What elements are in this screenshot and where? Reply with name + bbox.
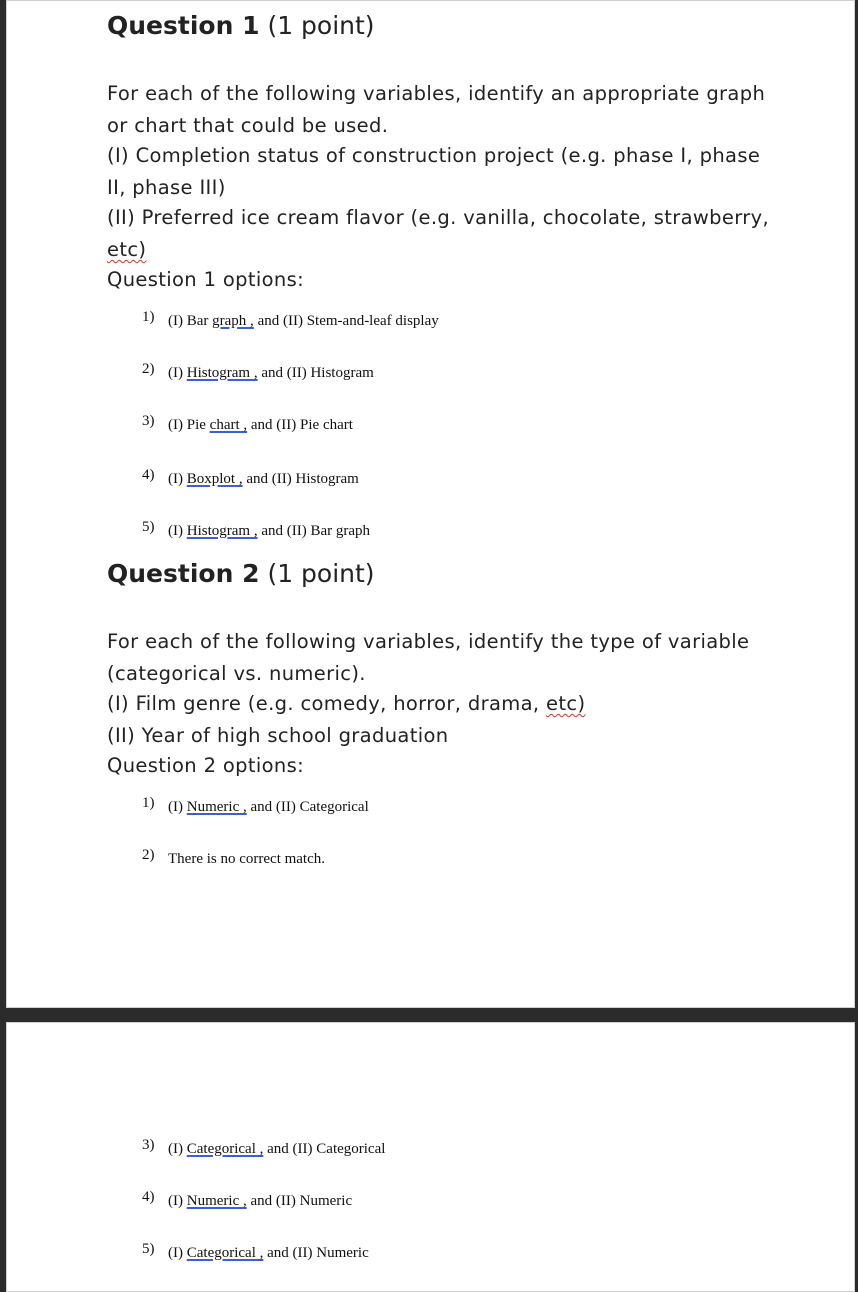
option-text-end: and (II) Categorical (263, 1141, 386, 1157)
option-text-start: (I) (168, 1141, 187, 1157)
question-2-variable-2: (II) Year of high school graduation (107, 724, 449, 747)
question-1-title (107, 11, 375, 40)
question-1-option-5[interactable] (142, 519, 371, 540)
grammar-marked-text: Histogram , (186, 365, 258, 381)
option-text-end: and (II) Histogram (242, 471, 359, 487)
option-text-end: and (II) Numeric (263, 1245, 369, 1261)
question-1-options-label: Question 1 options: (107, 268, 305, 291)
question-1-option-3[interactable] (142, 413, 353, 434)
question-1-variable-2-line-2 (107, 238, 146, 261)
question-1-name: Question 1 (107, 11, 260, 40)
question-2-prompt-line-1: For each of the following variables, identify the type of variable (107, 630, 750, 653)
question-1-variable-1-line-2: II, phase III) (107, 176, 226, 199)
question-2-title (107, 559, 375, 588)
question-1-option-4[interactable] (142, 467, 359, 488)
option-text-start: (I) (168, 1193, 187, 1209)
option-number: 5) (142, 519, 155, 535)
option-text-start: (I) (168, 365, 187, 381)
variable-1-text: (I) Film genre (e.g. comedy, horror, drama, (107, 692, 547, 715)
question-2-option-5[interactable] (142, 1241, 369, 1262)
option-text-end: and (II) Bar graph (257, 523, 371, 539)
question-1-prompt-line-1: For each of the following variables, identify an appropriate graph (107, 82, 766, 105)
option-text-end: and (II) Stem-and-leaf display (253, 313, 439, 329)
question-2-prompt-line-2: (categorical vs. numeric). (107, 662, 366, 685)
option-text-end: and (II) Numeric (246, 1193, 353, 1209)
option-text-end: and (II) Histogram (257, 365, 374, 381)
grammar-marked-text: Numeric , (186, 1193, 247, 1209)
question-1-prompt-line-2: or chart that could be used. (107, 114, 389, 137)
question-1-variable-1-line-1: (I) Completion status of construction project (e.g. phase I, phase (107, 144, 761, 167)
question-1-option-1[interactable] (142, 309, 439, 330)
option-text-end: and (II) Categorical (246, 799, 369, 815)
question-1-variable-2-line-1: (II) Preferred ice cream flavor (e.g. vanilla, chocolate, strawberry, (107, 206, 770, 229)
document-page-2 (6, 1022, 855, 1292)
option-number: 1) (142, 795, 155, 811)
question-2-option-1[interactable] (142, 795, 369, 816)
option-text-start: (I) Bar (168, 313, 213, 329)
option-number: 4) (142, 1189, 155, 1205)
option-text-start: (I) (168, 799, 187, 815)
question-1-points: (1 point) (267, 11, 375, 40)
option-number: 3) (142, 1137, 155, 1153)
spellcheck-marked-word: etc) (107, 238, 147, 261)
question-2-option-4[interactable] (142, 1189, 353, 1210)
question-2-option-3[interactable] (142, 1137, 386, 1158)
option-text-start: (I) (168, 1245, 187, 1261)
option-text-start: (I) (168, 523, 187, 539)
grammar-marked-text: Numeric , (186, 799, 247, 815)
option-text: There is no correct match. (168, 851, 326, 867)
question-1-option-2[interactable] (142, 361, 374, 382)
question-2-variable-1 (107, 692, 585, 715)
question-2-options-label: Question 2 options: (107, 754, 305, 777)
grammar-marked-text: Categorical , (186, 1141, 264, 1157)
grammar-marked-text: Boxplot , (186, 471, 243, 487)
grammar-marked-text: graph , (212, 313, 254, 329)
grammar-marked-text: Categorical , (186, 1245, 264, 1261)
question-2-points: (1 point) (267, 559, 375, 588)
grammar-marked-text: chart , (209, 417, 248, 433)
option-number: 1) (142, 309, 155, 325)
question-2-name: Question 2 (107, 559, 260, 588)
document-page-1 (6, 0, 855, 1008)
option-text-start: (I) (168, 471, 187, 487)
option-number: 2) (142, 361, 155, 377)
spellcheck-marked-word: etc) (546, 692, 586, 715)
option-number: 2) (142, 847, 155, 863)
option-number: 3) (142, 413, 155, 429)
option-number: 5) (142, 1241, 155, 1257)
option-text-end: and (II) Pie chart (247, 417, 353, 433)
option-text-start: (I) Pie (168, 417, 210, 433)
question-2-option-2[interactable] (142, 847, 326, 868)
grammar-marked-text: Histogram , (186, 523, 258, 539)
option-number: 4) (142, 467, 155, 483)
